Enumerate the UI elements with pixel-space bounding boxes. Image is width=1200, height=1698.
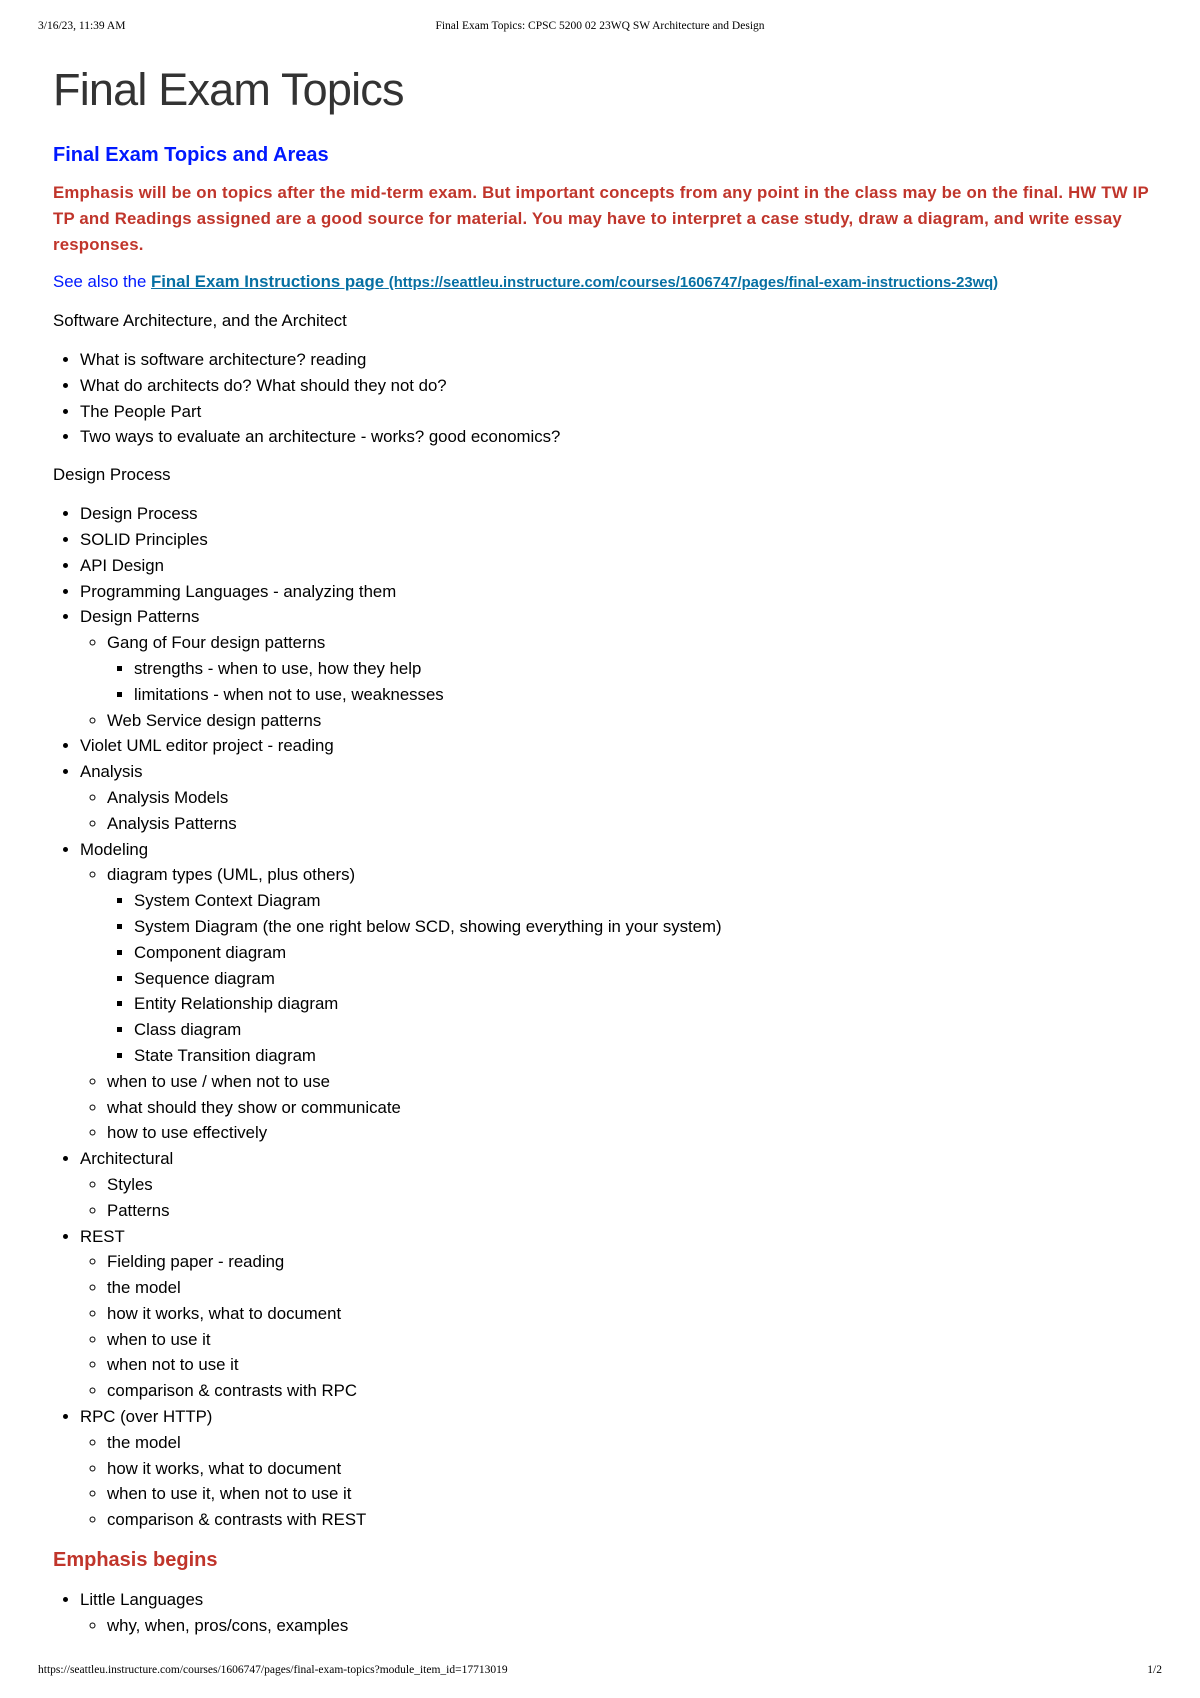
list-item: ▪ System Diagram (the one right below SCD, showing everything in your system) bbox=[134, 914, 1153, 940]
list-item: ◦ when to use / when not to use bbox=[107, 1069, 1153, 1095]
design-process-list bbox=[53, 501, 1153, 1533]
list-item-label: Modeling bbox=[80, 839, 149, 859]
modeling-sublist bbox=[80, 862, 1153, 1146]
print-url: https://seattleu.instructure.com/courses/1606747/pages/final-exam-topics?module_item_id=17713019 bbox=[38, 1664, 508, 1676]
list-item-rest bbox=[80, 1224, 1153, 1405]
list-item-label: REST bbox=[80, 1226, 125, 1246]
list-item: ◦ Fielding paper - reading bbox=[107, 1249, 1153, 1275]
list-item: ◦ Patterns bbox=[107, 1198, 1153, 1224]
list-item: ▪ Sequence diagram bbox=[134, 966, 1153, 992]
list-item: ▪ Component diagram bbox=[134, 940, 1153, 966]
page-title: Final Exam Topics bbox=[53, 64, 404, 115]
print-doc-title: Final Exam Topics: CPSC 5200 02 23WQ SW Architecture and Design bbox=[435, 20, 765, 32]
emphasis-paragraph: Emphasis will be on topics after the mid-term exam. But important concepts from any point in the class may be on the final. HW TW IP TP and Readings assigned are a good source for material. You may have to interpret a case study, draw a diagram, and write essay responses. bbox=[53, 183, 1149, 254]
list-item-label: Analysis bbox=[80, 762, 143, 782]
list-item: ◦ how to use effectively bbox=[107, 1120, 1153, 1146]
list-item: ◦ comparison & contrasts with REST bbox=[107, 1507, 1153, 1533]
link-text: Final Exam Instructions page bbox=[150, 272, 385, 291]
print-page-number: 1/2 bbox=[1147, 1664, 1162, 1676]
list-item: ◦ why, when, pros/cons, examples bbox=[107, 1613, 1153, 1639]
list-item-modeling bbox=[80, 837, 1153, 1147]
diagram-types-sublist bbox=[107, 888, 1153, 1069]
list-item-label: Architectural bbox=[80, 1149, 174, 1169]
list-item: ◦ when to use it bbox=[107, 1327, 1153, 1353]
list-item: ◦ how it works, what to document bbox=[107, 1301, 1153, 1327]
list-item: • What do architects do? What should they not do? bbox=[80, 373, 1153, 399]
list-item: ◦ Styles bbox=[107, 1172, 1153, 1198]
list-item-architectural bbox=[80, 1146, 1153, 1223]
print-header bbox=[38, 20, 1162, 36]
little-languages-sublist bbox=[80, 1613, 1153, 1639]
list-item-design-patterns bbox=[80, 604, 1153, 733]
rest-sublist bbox=[80, 1249, 1153, 1404]
list-item-label: Little Languages bbox=[80, 1590, 204, 1610]
list-item: ▪ State Transition diagram bbox=[134, 1043, 1153, 1069]
list-item: ◦ Analysis Patterns bbox=[107, 811, 1153, 837]
list-item: ◦ Web Service design patterns bbox=[107, 708, 1153, 734]
software-arch-list bbox=[53, 347, 1153, 450]
list-item-label: diagram types (UML, plus others) bbox=[107, 865, 356, 885]
print-footer bbox=[38, 1664, 1162, 1680]
list-item-label: Design Patterns bbox=[80, 607, 200, 627]
list-item-diagram-types bbox=[107, 862, 1153, 1068]
list-item: • Two ways to evaluate an architecture - works? good economics? bbox=[80, 424, 1153, 450]
list-item: • The People Part bbox=[80, 399, 1153, 425]
see-also-paragraph bbox=[53, 269, 1153, 296]
page-content bbox=[53, 60, 1153, 1639]
list-item: ▪ Class diagram bbox=[134, 1017, 1153, 1043]
list-item-analysis bbox=[80, 759, 1153, 836]
list-item: ◦ the model bbox=[107, 1275, 1153, 1301]
design-patterns-sublist bbox=[80, 630, 1153, 733]
link-url: (https://seattleu.instructure.com/courses/1606747/pages/final-exam-instructions-23wq) bbox=[388, 275, 999, 291]
list-item: • SOLID Principles bbox=[80, 527, 1153, 553]
list-item: ▪ strengths - when to use, how they help bbox=[134, 656, 1153, 682]
list-item-label: Gang of Four design patterns bbox=[107, 633, 326, 653]
list-item: • Programming Languages - analyzing them bbox=[80, 579, 1153, 605]
list-item: • What is software architecture? reading bbox=[80, 347, 1153, 373]
rpc-sublist bbox=[80, 1430, 1153, 1533]
list-item: ◦ how it works, what to document bbox=[107, 1456, 1153, 1482]
list-item: ◦ when not to use it bbox=[107, 1352, 1153, 1378]
list-item: ▪ limitations - when not to use, weaknesses bbox=[134, 682, 1153, 708]
see-also-prefix: See also the bbox=[53, 272, 147, 291]
list-item: ◦ the model bbox=[107, 1430, 1153, 1456]
design-process-heading: Design Process bbox=[53, 465, 171, 485]
list-item-label: RPC (over HTTP) bbox=[80, 1407, 213, 1427]
list-item: • Violet UML editor project - reading bbox=[80, 733, 1153, 759]
emphasis-begins-heading: Emphasis begins bbox=[53, 1549, 218, 1572]
list-item-rpc bbox=[80, 1404, 1153, 1533]
software-arch-heading: Software Architecture, and the Architect bbox=[53, 311, 347, 330]
analysis-sublist bbox=[80, 785, 1153, 837]
list-item: ◦ what should they show or communicate bbox=[107, 1095, 1153, 1121]
print-datetime: 3/16/23, 11:39 AM bbox=[38, 20, 126, 32]
emphasis-list bbox=[53, 1587, 1153, 1639]
list-item-little-languages bbox=[80, 1587, 1153, 1639]
list-item: • Design Process bbox=[80, 501, 1153, 527]
final-exam-instructions-link[interactable] bbox=[151, 272, 998, 291]
list-item: ▪ Entity Relationship diagram bbox=[134, 991, 1153, 1017]
gof-sublist bbox=[107, 656, 1153, 708]
architectural-sublist bbox=[80, 1172, 1153, 1224]
list-item: ◦ comparison & contrasts with RPC bbox=[107, 1378, 1153, 1404]
list-item: ◦ when to use it, when not to use it bbox=[107, 1481, 1153, 1507]
list-item: ◦ Analysis Models bbox=[107, 785, 1153, 811]
list-item: ▪ System Context Diagram bbox=[134, 888, 1153, 914]
section-title: Final Exam Topics and Areas bbox=[53, 144, 329, 166]
list-item-gof bbox=[107, 630, 1153, 707]
list-item: • API Design bbox=[80, 553, 1153, 579]
